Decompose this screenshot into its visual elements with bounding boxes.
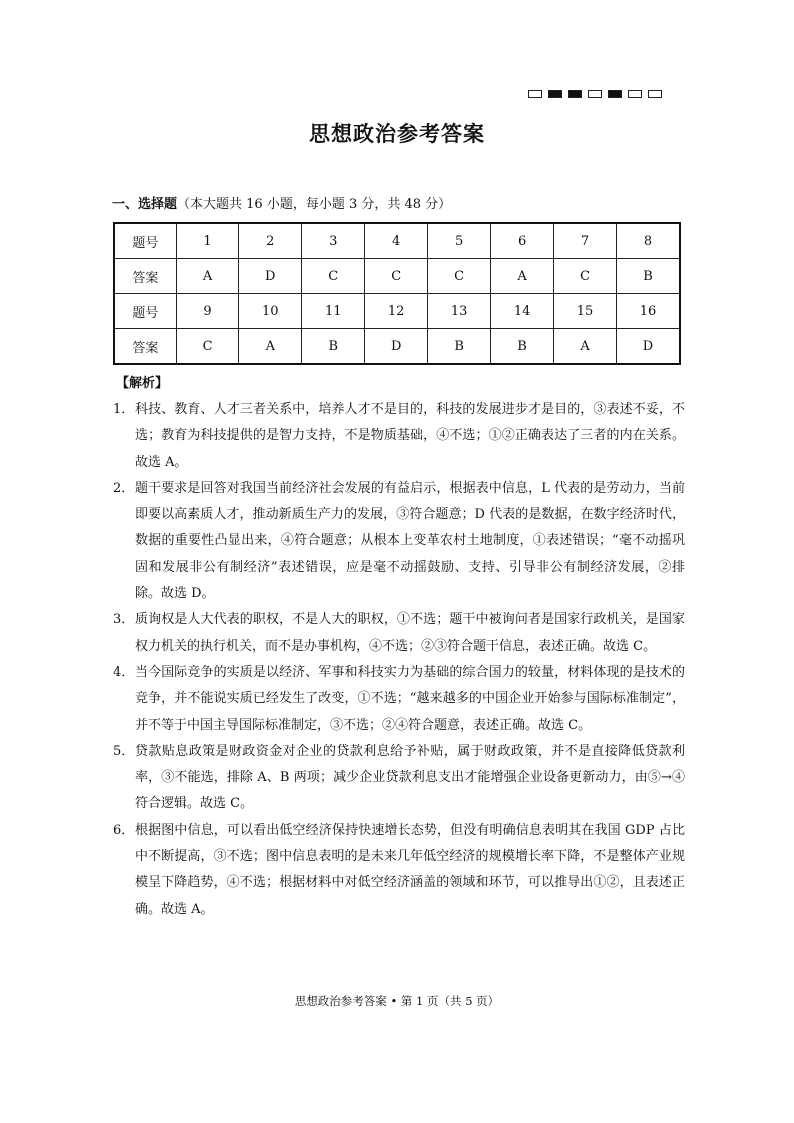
table-cell: 1 <box>176 223 239 259</box>
table-cell: 13 <box>428 294 491 329</box>
table-cell: C <box>176 329 239 365</box>
answer-table <box>113 222 681 365</box>
table-cell: 答案 <box>114 259 176 294</box>
analysis-list <box>113 397 685 923</box>
table-row <box>114 329 680 365</box>
table-cell: A <box>176 259 239 294</box>
code-box <box>588 90 602 98</box>
code-box <box>648 90 662 98</box>
table-cell: C <box>428 259 491 294</box>
document-code-boxes <box>528 90 662 98</box>
table-cell: 14 <box>491 294 554 329</box>
analysis-item <box>113 660 685 739</box>
table-cell: C <box>302 259 365 294</box>
table-cell: A <box>554 329 617 365</box>
analysis-item <box>113 476 685 607</box>
code-box <box>548 90 562 98</box>
table-cell: C <box>554 259 617 294</box>
table-cell: 9 <box>176 294 239 329</box>
table-cell: 4 <box>365 223 428 259</box>
table-cell: D <box>617 329 680 365</box>
analysis-item <box>113 397 685 476</box>
page-footer: 思想政治参考答案 • 第 1 页（共 5 页） <box>294 994 500 1008</box>
item-number: 6． <box>113 822 135 838</box>
table-cell: 5 <box>428 223 491 259</box>
table-row <box>114 223 680 259</box>
table-cell: 2 <box>239 223 302 259</box>
table-cell: 题号 <box>114 294 176 329</box>
item-text: 当今国际竞争的实质是以经济、军事和科技实力为基础的综合国力的较量，材料体现的是技术的竞争，并不能说实质已经发生了改变，①不选；“越来越多的中国企业开始参与国际标准制定”，并不等于中国主导国际标准制定，③不选；②④符合题意，表述正确。故选 C。 <box>135 664 685 733</box>
code-box <box>528 90 542 98</box>
table-cell: C <box>365 259 428 294</box>
item-number: 2． <box>113 480 135 496</box>
page-title: 思想政治参考答案 <box>309 122 485 146</box>
table-cell: A <box>239 329 302 365</box>
section-label: 一、选择题 <box>112 197 178 212</box>
table-cell: D <box>239 259 302 294</box>
code-box <box>628 90 642 98</box>
table-cell: 15 <box>554 294 617 329</box>
table-row <box>114 259 680 294</box>
analysis-heading: 【解析】 <box>116 376 169 391</box>
table-cell: 题号 <box>114 223 176 259</box>
table-row <box>114 294 680 329</box>
item-text: 质询权是人大代表的职权，不是人大的职权，①不选；题干中被询问者是国家行政机关，是国家权力机关的执行机关，而不是办事机构，④不选；②③符合题干信息，表述正确。故选 C。 <box>135 612 685 654</box>
section-heading <box>112 193 451 212</box>
table-cell: 10 <box>239 294 302 329</box>
table-cell: 8 <box>617 223 680 259</box>
item-number: 5． <box>113 743 135 759</box>
analysis-item <box>113 739 685 818</box>
code-box <box>568 90 582 98</box>
analysis-item <box>113 818 685 923</box>
table-cell: B <box>491 329 554 365</box>
table-cell: 16 <box>617 294 680 329</box>
table-cell: D <box>365 329 428 365</box>
table-cell: 6 <box>491 223 554 259</box>
table-cell: 11 <box>302 294 365 329</box>
item-text: 根据图中信息，可以看出低空经济保持快速增长态势，但没有明确信息表明其在我国 GDP 占比中不断提高，③不选；图中信息表明的是未来几年低空经济的规模增长率下降，不是整体产业规模呈下降趋势，④不选；根据材料中对低空经济涵盖的领域和环节，可以推导出①②，且表述正确。故选 A。 <box>135 822 685 917</box>
table-cell: 3 <box>302 223 365 259</box>
item-number: 3． <box>113 612 135 628</box>
item-text: 科技、教育、人才三者关系中，培养人才不是目的，科技的发展进步才是目的，③表述不妥，不选；教育为科技提供的是智力支持，不是物质基础，④不选；①②正确表达了三者的内在关系。故选 A。 <box>135 402 685 470</box>
item-text: 题干要求是回答对我国当前经济社会发展的有益启示，根据表中信息，L 代表的是劳动力，当前即要以高素质人才，推动新质生产力的发展，③符合题意；D 代表的是数据，在数字经济时代，数据的重要性凸显出来，④符合题意；从根本上变革农村土地制度，①表述错误；“毫不动摇巩固和发展非公有制经济”表述错误，应是毫不动摇鼓励、支持、引导非公有制经济发展，②排除。故选 D。 <box>135 480 685 602</box>
table-cell: 答案 <box>114 329 176 365</box>
item-number: 1． <box>113 402 135 417</box>
item-text: 贷款贴息政策是财政资金对企业的贷款利息给予补贴，属于财政政策，并不是直接降低贷款利率，③不能选，排除 A、B 两项；减少企业贷款利息支出才能增强企业设备更新动力，由⑤→④符合逻辑。故选 C。 <box>135 743 685 812</box>
table-cell: B <box>302 329 365 365</box>
table-cell: B <box>617 259 680 294</box>
analysis-item <box>113 607 685 660</box>
table-cell: 12 <box>365 294 428 329</box>
table-cell: A <box>491 259 554 294</box>
table-cell: B <box>428 329 491 365</box>
item-number: 4． <box>113 664 135 680</box>
code-box <box>608 90 622 98</box>
section-note: （本大题共 16 小题，每小题 3 分，共 48 分） <box>177 197 452 212</box>
table-cell: 7 <box>554 223 617 259</box>
